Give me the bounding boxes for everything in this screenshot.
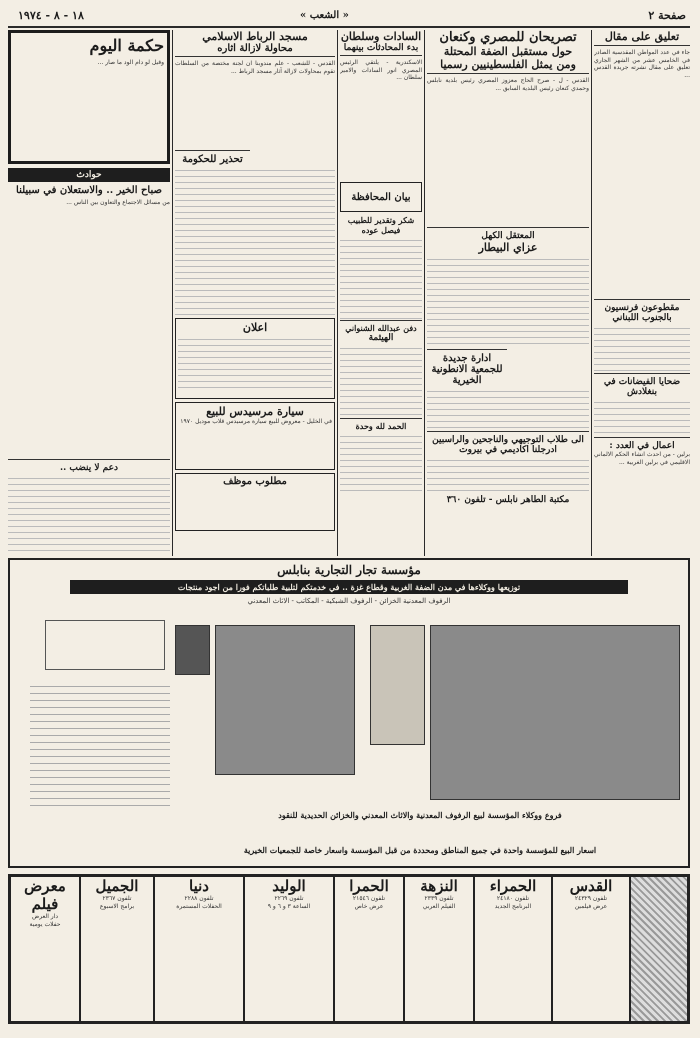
cinema-phone: تلفون ٢٣٦٧ (102, 895, 132, 902)
wanted-ad (175, 473, 335, 531)
headline-statements: تصريحان للمصري وكنعان (439, 30, 577, 45)
warning-body (175, 165, 335, 315)
cinema-info: برامج الاسبوع (99, 903, 135, 910)
support-body (8, 473, 170, 553)
cinema-phone: تلفون ٢٤٣٢٩ (574, 895, 608, 902)
floods-body (594, 397, 690, 437)
headline-detainee-2: عزاي البيطار (478, 241, 538, 254)
logo-box (340, 182, 422, 212)
wisdom-body: وقيل لو دام الود ما صار ... (97, 59, 164, 66)
col-far-right (594, 30, 690, 556)
morning-body: من مسائل الاجتماع والتعاون بين الناس ... (66, 199, 170, 206)
cinema-name: معرض فيلم (24, 877, 66, 913)
headline-society: ادارة جديدة للجمعية الانطونية الخيرية (427, 349, 507, 386)
cinema-info: عرض خاص (354, 903, 384, 910)
wisdom-box (8, 30, 170, 164)
cinema-name: القدس (569, 877, 613, 895)
cinema-info: الفيلم العربي (422, 903, 456, 910)
headline-detainee: المعتقل الكهل (427, 227, 589, 241)
headline-sadat-2: بدء المحادثات بينهما (340, 43, 422, 56)
cinema-name: الحمراء (489, 877, 537, 895)
big-ad-line2: الرفوف المعدنية الخزائن - الرفوف الشبكية - المكاتب - الاثاث المعدني (247, 597, 451, 605)
cinema-strip (8, 874, 690, 1024)
cinema-2 (404, 876, 474, 1022)
cinema-name: النزهة (420, 877, 458, 895)
cinema-name: دنيا (189, 877, 209, 895)
logo-text: بيان المحافظة (351, 191, 411, 203)
headline-statements-3: ومن يمثل الفلسطينيين رسميا (427, 58, 589, 74)
cinema-logo (630, 876, 688, 1022)
ads-title: اعلان (242, 321, 268, 334)
col-center (340, 30, 422, 556)
thanks-body (340, 235, 422, 320)
mosque-body: القدس - للشعب - علم مندوبنا ان لجنة مختصة من السلطات تقوم بمحاولات لازالة آثار مسجد الرباط ... (175, 60, 335, 75)
rack-photo (215, 625, 355, 775)
page-label: صفحة ٢ (648, 9, 686, 22)
cinema-phone: تلفون ٢٤١٨٠ (496, 895, 530, 902)
cinema-7 (10, 876, 80, 1022)
headline-floods: ضحايا الفيضانات في بنغلادش (594, 373, 690, 397)
shelves-photo (430, 625, 680, 800)
car-body: في الخليل - معروض للبيع سيارة مرسيدس قلاب موديل ١٩٧٠ (180, 418, 332, 425)
paper-name: « الشعب » (300, 10, 349, 21)
headline-comment: تعليق على مقال (594, 30, 690, 46)
headline-students-2: ادرجلنا اكاديمي في بيروت (459, 445, 557, 455)
cinema-info: حفلات يومية (29, 921, 61, 928)
wanted-title: مطلوب موظف (223, 476, 287, 487)
cinema-name: الحمرا (349, 877, 389, 895)
issue-date: ١٨ - ٨ - ١٩٧٤ (18, 9, 84, 22)
cinema-name: الجميل (95, 877, 139, 895)
cinema-5 (154, 876, 244, 1022)
cinema-name: الوليد (272, 877, 306, 895)
headline-issue: اعمال في العدد : (594, 437, 690, 451)
cinema-phone: دار العرض (31, 913, 59, 920)
french-body (594, 323, 690, 373)
chair-photo (370, 625, 425, 745)
issue-body: برلين - من احدث انشاء الحكم الالماني الاقليمي في برلين الغربية ... (594, 451, 690, 466)
condolence-title: الهيثمة (368, 333, 394, 343)
side-list (30, 680, 170, 810)
cinema-0 (552, 876, 630, 1022)
notice-body (340, 431, 422, 491)
notice-title: الحمد لله وحدة (340, 418, 422, 431)
cinema-info: عرض فيلمين (574, 903, 608, 910)
thanks-notice: شكر وتقدير للطبيب فيصل عوده (347, 215, 415, 235)
big-ad-footer1: فروع ووكلاء المؤسسة لبيع الرفوف المعدنية والاثاث المعدني والخزائن الحديدية للنقود (278, 810, 562, 820)
col-left (8, 30, 170, 556)
car-ad (175, 402, 335, 470)
cabinet-photo (175, 625, 210, 675)
death-notice: دفن عبدالله الشنواني (340, 320, 422, 333)
headline-mosque-2: محاولة لازالة اثاره (175, 43, 335, 57)
students-body (427, 455, 589, 495)
ads-box (175, 318, 335, 399)
cinema-3 (334, 876, 404, 1022)
detainee-body (427, 254, 589, 349)
headline-mosque: مسجد الرباط الاسلامي (202, 30, 308, 43)
cinema-phone: تلفون ٢٣٣٩ (424, 895, 454, 902)
cinema-info: الساعة ٣ و ٦ و ٩ (267, 903, 311, 910)
condolence-body (340, 343, 422, 418)
bookshop-line: مكتبة الطاهر نابلس - تلفون ٣٦٠ (446, 495, 570, 505)
diagram-box (45, 620, 165, 670)
comment-body: جاء في عدد المواطن المقدسية الصادر في الخامس عشر من الشهر الجاري تعليق على مقال نشرته جريدة القدس ... (594, 49, 690, 79)
cinema-phone: تلفون ٢٢٦٩ (274, 895, 304, 902)
cinema-6 (80, 876, 154, 1022)
headline-sadat: السادات وسلطان (340, 30, 422, 43)
col-left-center (175, 30, 335, 556)
car-title: سيارة مرسيدس للبيع (206, 405, 304, 418)
section-title: حوادث (76, 170, 102, 180)
cinema-1 (474, 876, 552, 1022)
masthead (0, 0, 700, 26)
statements-body: القدس - ل - صرح الحاج معزوز المصري رئيس بلدية نابلس وحمدي كنعان رئيس البلدية السابق ... (427, 77, 589, 92)
big-ad (8, 558, 690, 868)
cinema-4 (244, 876, 334, 1022)
cinema-phone: تلفون ٢٢٨٨ (184, 895, 214, 902)
wisdom-title: حكمة اليوم (89, 36, 164, 55)
col-center-right (427, 30, 589, 556)
ads-body (178, 334, 332, 389)
cinema-info: البرنامج الجديد (494, 903, 532, 910)
big-ad-footer2: اسعار البيع للمؤسسة واحدة في جميع المناطق ومحددة من قبل المؤسسة واسعار خاصة للجمعيات الخيرية (243, 845, 597, 855)
headline-support: دعم لا ينضب .. (8, 459, 170, 473)
headline-statements-2: حول مستقبل الضفة المحتلة (443, 45, 573, 58)
headline-students: الى طلاب التوجيهي والناجحين والراسبين (427, 431, 589, 445)
headline-french: مقطوعون فرنسيون بالجنوب اللبناني (594, 299, 690, 323)
big-ad-line1: توزيعها ووكلاءها في مدن الضفة الغربية وقطاع غزة .. في خدمتكم لتلبية طلباتكم فورا من اجود منتجات (70, 580, 628, 594)
cinema-phone: تلفون ٢١٥٤٦ (352, 895, 386, 902)
society-body (427, 386, 589, 431)
big-ad-title: مؤسسة تجار التجارية بنابلس (277, 563, 421, 577)
cinema-info: الحفلات المستمرة (176, 903, 222, 910)
headline-warning: تحذير للحكومة (175, 150, 250, 165)
section-banner (8, 168, 170, 182)
headline-morning: صباح الخير .. والاستعلان في سبيلنا (16, 185, 162, 196)
sadat-body: الاسكندرية - يلتقي الرئيس المصري انور السادات والامير سلطان ... (340, 59, 422, 81)
